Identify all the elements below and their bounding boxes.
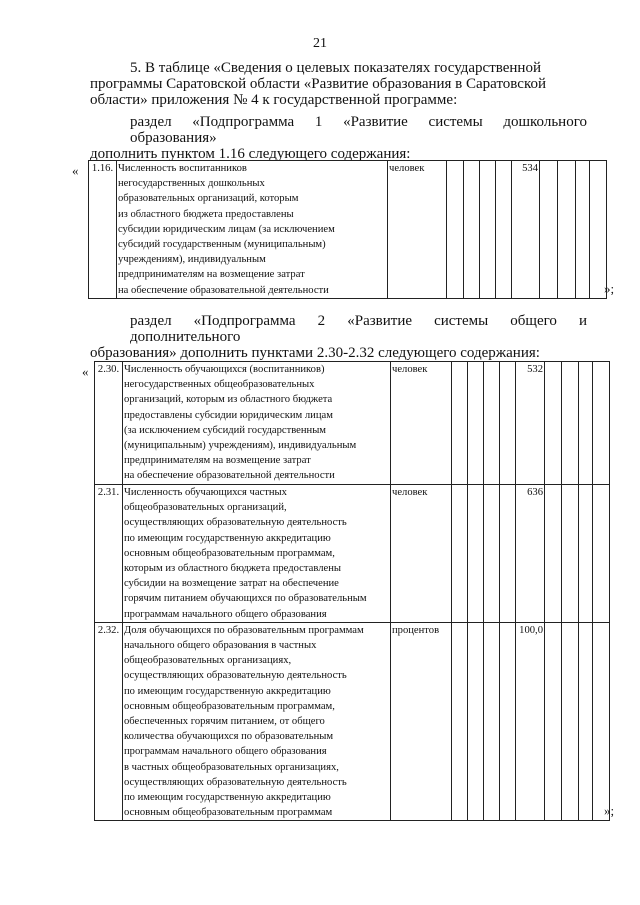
value-cell: 532 <box>516 362 545 485</box>
unit-cell: процентов <box>391 622 452 821</box>
empty-cell <box>484 485 500 623</box>
empty-cell <box>558 161 576 299</box>
empty-cell <box>452 485 468 623</box>
quote-close-2: »; <box>604 803 615 818</box>
intro-line-2: программы Саратовской области «Развитие образования в Саратовской <box>90 76 547 92</box>
empty-cell <box>576 161 590 299</box>
value-cell: 534 <box>512 161 540 299</box>
empty-cell <box>496 161 512 299</box>
empty-cell <box>447 161 464 299</box>
empty-cell <box>579 622 593 821</box>
empty-cell <box>500 485 516 623</box>
section2-line-1: раздел «Подпрограмма 2 «Развитие системы общего и дополнительного <box>130 313 587 345</box>
section2-paragraph <box>90 313 587 361</box>
unit-cell: человек <box>388 161 447 299</box>
section1-line-1: раздел «Подпрограмма 1 «Развитие системы дошкольного образования» <box>130 114 587 146</box>
empty-cell <box>464 161 480 299</box>
empty-cell <box>468 485 484 623</box>
empty-cell <box>500 362 516 485</box>
empty-cell <box>562 622 579 821</box>
indicator-name: Численность воспитанников негосударственных дошкольных образовательных организаций, которым из областного бюджета предоставлены субсидии юридическим лицам (за исключением субсидий государственным (муниципальным) учреждениям), индивидуальным предпринимателям на возмещение затрат на обеспечение образовательной деятельности <box>117 161 388 299</box>
page-number: 21 <box>313 36 327 51</box>
quote-open-2: « <box>82 364 89 379</box>
empty-cell <box>562 362 579 485</box>
quote-open-1: « <box>72 163 79 178</box>
table-row-1-16 <box>89 161 607 299</box>
empty-cell <box>468 622 484 821</box>
indicator-name: Доля обучающихся по образовательным программам начального общего образования в частных общеобразовательных организациях, осуществляющих образовательную деятельность по имеющим государственную аккредитацию основным общеобразовательным программам, обеспеченных горячим питанием, от общего количества обучающихся по образовательным программам начального общего образования в частных общеобразовательных организациях, осуществляющих образовательную деятельность по имеющим государственную аккредитацию основным общеобразовательным программам <box>123 622 391 821</box>
empty-cell <box>579 362 593 485</box>
indicator-table-1 <box>88 160 607 299</box>
empty-cell <box>545 622 562 821</box>
table-row-2-31 <box>95 485 610 623</box>
intro-line-1: 5. В таблице «Сведения о целевых показателях государственной <box>130 60 541 76</box>
empty-cell <box>540 161 558 299</box>
section1-paragraph <box>90 114 587 162</box>
empty-cell <box>452 362 468 485</box>
empty-cell <box>562 485 579 623</box>
empty-cell <box>480 161 496 299</box>
empty-cell <box>500 622 516 821</box>
indicator-table-2 <box>94 361 610 821</box>
row-number: 2.30. <box>95 362 123 485</box>
quote-close-1: »; <box>604 281 615 296</box>
value-cell: 636 <box>516 485 545 623</box>
section2-line-2: образования» дополнить пунктами 2.30-2.32 следующего содержания: <box>90 345 540 361</box>
section1-line-2: дополнить пунктом 1.16 следующего содержания: <box>90 146 411 162</box>
empty-cell <box>593 362 610 485</box>
empty-cell <box>579 485 593 623</box>
empty-cell <box>593 622 610 821</box>
indicator-name: Численность обучающихся (воспитанников) негосударственных общеобразовательных организаций, которым из областного бюджета предоставлены субсидии юридическим лицам (за исключением субсидий государственным (муниципальным) учреждениям), индивидуальным предпринимателям на возмещение затрат на обеспечение образовательной деятельности <box>123 362 391 485</box>
intro-paragraph <box>90 60 587 108</box>
table-row-2-32 <box>95 622 610 821</box>
value-cell: 100,0 <box>516 622 545 821</box>
table-row-2-30 <box>95 362 610 485</box>
row-number: 2.32. <box>95 622 123 821</box>
unit-cell: человек <box>391 362 452 485</box>
empty-cell <box>590 161 607 299</box>
empty-cell <box>484 622 500 821</box>
row-number: 1.16. <box>89 161 117 299</box>
row-number: 2.31. <box>95 485 123 623</box>
indicator-name: Численность обучающихся частных общеобразовательных организаций, осуществляющих образовательную деятельность по имеющим государственную аккредитацию основным общеобразовательным программам, которым из областного бюджета предоставлены субсидии на возмещение затрат на обеспечение горячим питанием обучающихся по образовательным программам начального общего образования <box>123 485 391 623</box>
empty-cell <box>452 622 468 821</box>
empty-cell <box>468 362 484 485</box>
empty-cell <box>593 485 610 623</box>
unit-cell: человек <box>391 485 452 623</box>
empty-cell <box>484 362 500 485</box>
empty-cell <box>545 485 562 623</box>
intro-line-3: области» приложения № 4 к государственной программе: <box>90 92 458 108</box>
empty-cell <box>545 362 562 485</box>
